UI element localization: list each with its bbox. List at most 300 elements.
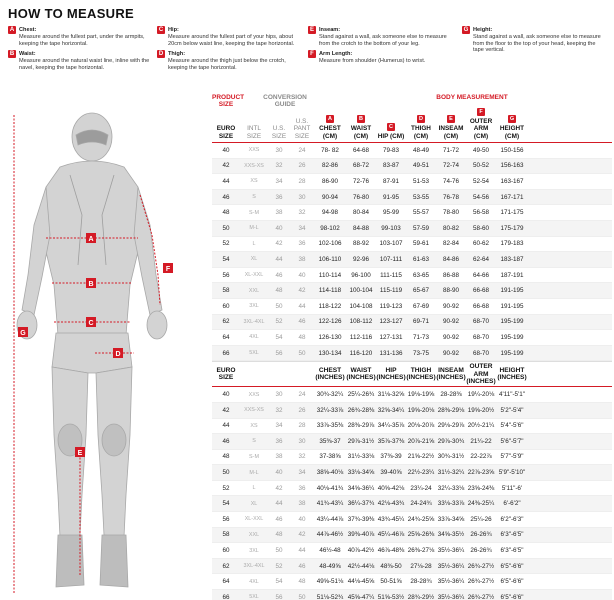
inch-row xyxy=(212,590,612,600)
inch-cell-intl: 3XL-4XL xyxy=(243,563,265,570)
cm-cell-arm: 58-60 xyxy=(472,224,490,232)
cm-cell-inseam: 78-80 xyxy=(442,209,460,217)
cm-cell-thigh: 73-75 xyxy=(412,349,430,357)
figure-label-g: G xyxy=(20,330,26,337)
inch-cell-us: 36 xyxy=(275,437,283,445)
inch-cell-hip: 51⅝-53½ xyxy=(377,593,405,600)
cm-cell-arm: 50-52 xyxy=(472,162,490,170)
inch-cell-us: 44 xyxy=(275,500,283,508)
inch-cell-inseam: 33⅛-33⅞ xyxy=(437,500,465,508)
product-size-header: PRODUCT SIZE xyxy=(212,94,245,108)
cm-cell-intl: XXS-XS xyxy=(244,162,264,169)
col-header-label: CHEST (CM) xyxy=(319,125,341,140)
inch-row xyxy=(212,450,612,466)
instruction-name: Arm Length: xyxy=(319,50,353,57)
col-header-label: INTL SIZE xyxy=(246,125,262,140)
inch-cell-arm: 23⅝-24⅜ xyxy=(467,484,495,492)
cm-cell-arm: 60-62 xyxy=(472,240,490,248)
inch-cell-euro: 44 xyxy=(222,422,230,430)
instruction-hip xyxy=(157,26,302,47)
inch-cell-pant: 40 xyxy=(298,515,306,523)
col-header-euro xyxy=(212,125,240,140)
inch-cell-chest: 41¾-43¼ xyxy=(316,500,344,508)
inch-cell-hip: 40⅝-42⅛ xyxy=(377,484,405,492)
cm-cell-height: 150-156 xyxy=(500,146,524,154)
cm-cell-euro: 58 xyxy=(222,287,230,295)
inch-cell-intl: S xyxy=(252,438,256,445)
cm-cell-us: 42 xyxy=(275,240,283,248)
inch-cell-hip: 39-40⅝ xyxy=(380,469,402,477)
cm-cell-intl: 5XL xyxy=(249,350,259,357)
cm-cell-waist: 108-112 xyxy=(349,318,373,326)
inch-cell-inseam: 35½-36¼ xyxy=(437,578,465,586)
inch-cell-intl: XL xyxy=(250,500,258,507)
figure-label-a: A xyxy=(88,236,94,243)
inch-cell-euro: 52 xyxy=(222,484,230,492)
cm-cell-intl: 4XL xyxy=(249,334,259,341)
inch-cell-waist: 42½-44⅛ xyxy=(347,562,375,570)
inch-cell-us: 48 xyxy=(275,531,283,539)
cm-cell-chest: 118-122 xyxy=(318,302,342,310)
col-header-label: WAIST (CM) xyxy=(350,125,372,140)
cm-cell-chest: 94-98 xyxy=(321,209,339,217)
cm-cell-chest: 122-126 xyxy=(318,318,342,326)
cm-cell-waist: 84-88 xyxy=(352,224,370,232)
inch-cell-inseam: 35½-36¼ xyxy=(437,593,465,600)
cm-cell-height: 171-175 xyxy=(500,209,524,217)
inch-cell-us: 46 xyxy=(275,515,283,523)
inch-cell-intl: 5XL xyxy=(249,594,259,600)
instruction-chest xyxy=(8,26,153,47)
letter-badge-d: D xyxy=(158,51,164,58)
inch-table-body xyxy=(212,387,612,600)
inch-cell-inseam: 29⅛-29⅞ xyxy=(437,422,465,430)
cm-cell-waist: 112-116 xyxy=(349,333,373,341)
inch-cell-hip: 35⅞-37⅜ xyxy=(377,437,405,445)
cm-cell-inseam: 82-84 xyxy=(442,240,460,248)
inch-cell-arm: 25¼-26 xyxy=(470,515,492,523)
instruction-name: Hip: xyxy=(168,26,179,33)
inch-cell-inseam: 29⅞-30¾ xyxy=(437,437,465,445)
inch-cell-thigh: 24-24¾ xyxy=(410,500,432,508)
cm-cell-waist: 92-96 xyxy=(352,255,370,263)
inch-column-headers xyxy=(212,361,612,387)
cm-cell-us: 34 xyxy=(275,177,283,185)
cm-cell-intl: 3XL xyxy=(249,303,259,310)
cm-cell-hip: 91-95 xyxy=(382,193,400,201)
cm-cell-euro: 50 xyxy=(222,224,230,232)
cm-cell-hip: 79-83 xyxy=(382,146,400,154)
inch-cell-intl: 3XL xyxy=(249,547,259,554)
cm-cell-hip: 95-99 xyxy=(382,209,400,217)
cm-cell-chest: 110-114 xyxy=(318,271,342,279)
inch-cell-thigh: 27⅛-28 xyxy=(410,562,432,570)
inch-cell-pant: 48 xyxy=(298,578,306,586)
inch-cell-chest: 35⅜-37 xyxy=(319,437,341,445)
inch-cell-waist: 29⅞-31½ xyxy=(347,437,375,445)
cm-cell-euro: 48 xyxy=(222,209,230,217)
cm-cell-us: 32 xyxy=(275,162,283,170)
cm-cell-thigh: 65-67 xyxy=(412,287,430,295)
cm-cell-intl: L xyxy=(252,240,256,247)
inch-cell-height: 5'4"-5'6" xyxy=(500,422,524,430)
cm-cell-thigh: 55-57 xyxy=(412,209,430,217)
inch-col-header-inseam: INSEAM (INCHES) xyxy=(436,366,466,382)
table-group-headers xyxy=(212,93,612,115)
inch-cell-hip: 45¼-46⅞ xyxy=(377,531,405,539)
cm-cell-intl: XL-XXL xyxy=(244,272,264,279)
cm-cell-height: 195-199 xyxy=(500,349,524,357)
inch-cell-pant: 26 xyxy=(298,406,306,414)
inch-cell-us: 42 xyxy=(275,484,283,492)
inch-cell-arm: 26-26¾ xyxy=(470,547,492,555)
inch-row xyxy=(212,481,612,497)
inch-cell-chest: 46½-48 xyxy=(319,547,341,555)
cm-cell-chest: 86-90 xyxy=(321,177,339,185)
cm-cell-thigh: 59-61 xyxy=(412,240,430,248)
cm-cell-pant: 50 xyxy=(298,349,306,357)
inch-cell-height: 6'5"-6'6" xyxy=(500,593,524,600)
inch-col-header-height: HEIGHT (INCHES) xyxy=(497,366,527,382)
cm-cell-inseam: 71-72 xyxy=(442,146,460,154)
cm-row xyxy=(212,315,612,331)
inch-cell-inseam: 35½-36¼ xyxy=(437,547,465,555)
inch-col-header-arm: OUTER ARM (INCHES) xyxy=(466,363,496,386)
cm-cell-intl: S xyxy=(252,194,256,201)
cm-cell-euro: 44 xyxy=(222,177,230,185)
inch-row xyxy=(212,465,612,481)
cm-cell-us: 52 xyxy=(275,318,283,326)
col-header-chest xyxy=(314,115,346,140)
inch-cell-waist: 34⅝-36¼ xyxy=(347,484,375,492)
inch-cell-us: 50 xyxy=(275,547,283,555)
cm-cell-intl: XS xyxy=(250,178,258,185)
instruction-name: Waist: xyxy=(19,50,36,57)
inch-cell-euro: 62 xyxy=(222,562,230,570)
inch-cell-waist: 39⅜-40⅞ xyxy=(347,531,375,539)
cm-cell-pant: 32 xyxy=(298,209,306,217)
col-header-thigh xyxy=(406,115,436,140)
inch-cell-height: 6'3"-6'5" xyxy=(500,531,524,539)
letter-badge-f: F xyxy=(308,50,316,58)
cm-cell-chest: 78- 82 xyxy=(321,146,339,154)
page-title: HOW TO MEASURE xyxy=(8,6,135,21)
inch-cell-intl: XXS-XS xyxy=(244,407,264,414)
body-measurement-header: BODY MEASUREMENT xyxy=(436,94,508,101)
cm-cell-thigh: 71-73 xyxy=(412,333,430,341)
inch-cell-chest: 49⅝-51⅛ xyxy=(316,578,344,586)
cm-cell-chest: 90-94 xyxy=(321,193,339,201)
cm-row xyxy=(212,346,612,362)
cm-cell-euro: 54 xyxy=(222,255,230,263)
cm-cell-waist: 76-80 xyxy=(352,193,370,201)
measure-letter-badge: A xyxy=(326,115,334,123)
cm-cell-intl: XL xyxy=(250,256,258,263)
cm-cell-chest: 82-86 xyxy=(321,162,339,170)
letter-badge-e: E xyxy=(309,27,314,33)
instructions-col-3 xyxy=(308,26,453,68)
inch-cell-intl: M-L xyxy=(249,469,259,476)
cm-cell-intl: M-L xyxy=(249,225,259,232)
col-header-label: HIP (CM) xyxy=(377,132,405,140)
inch-cell-chest: 37-38⅝ xyxy=(319,453,341,461)
inch-cell-height: 5'2"-5'4" xyxy=(500,406,524,414)
inch-row xyxy=(212,403,612,419)
instruction-height xyxy=(462,26,607,54)
inch-cell-thigh: 25⅝-26⅜ xyxy=(407,531,435,539)
inch-cell-hip: 34¼-35⅞ xyxy=(377,422,405,430)
cm-cell-us: 30 xyxy=(275,146,283,154)
cm-cell-arm: 54-56 xyxy=(472,193,490,201)
inch-row xyxy=(212,528,612,544)
instructions-col-1 xyxy=(8,26,153,74)
cm-cell-waist: 96-100 xyxy=(351,271,371,279)
cm-cell-pant: 46 xyxy=(298,318,306,326)
inch-cell-waist: 31½-33⅛ xyxy=(347,453,375,461)
inch-cell-pant: 50 xyxy=(298,593,306,600)
cm-cell-chest: 98-102 xyxy=(320,224,340,232)
cm-cell-pant: 38 xyxy=(298,255,306,263)
inch-row xyxy=(212,543,612,559)
cm-cell-inseam: 76-78 xyxy=(442,193,460,201)
instruction-text: Measure around the thigh just below the crotch, keeping the tape horizontal. xyxy=(168,58,286,71)
inch-col-header-hip: HIP (INCHES) xyxy=(376,366,406,382)
cm-cell-pant: 42 xyxy=(298,287,306,295)
inch-cell-arm: 24⅜-25¼ xyxy=(467,500,495,508)
cm-cell-waist: 88-92 xyxy=(352,240,370,248)
inch-cell-height: 4'11"-5'1" xyxy=(498,391,525,399)
col-header-label: INSEAM (CM) xyxy=(438,125,464,140)
inch-cell-arm: 26¾-27½ xyxy=(467,593,495,600)
cm-row xyxy=(212,143,612,159)
inch-cell-thigh: 19⅝-20⅛ xyxy=(407,406,435,414)
cm-cell-us: 38 xyxy=(275,209,283,217)
cm-row xyxy=(212,330,612,346)
inch-cell-intl: 4XL xyxy=(249,578,259,585)
cm-cell-height: 191-195 xyxy=(500,302,524,310)
cm-cell-thigh: 57-59 xyxy=(412,224,430,232)
cm-cell-pant: 24 xyxy=(298,146,306,154)
col-header-label: U.S. PANT SIZE xyxy=(293,117,311,140)
cm-cell-hip: 115-119 xyxy=(379,287,403,295)
measure-letter-badge: C xyxy=(387,123,395,131)
cm-cell-euro: 46 xyxy=(222,193,230,201)
inch-cell-hip: 31⅛-32⅝ xyxy=(377,391,405,399)
cm-cell-height: 195-199 xyxy=(500,318,524,326)
cm-cell-inseam: 74-76 xyxy=(442,177,460,185)
inch-cell-intl: XXS xyxy=(248,391,260,398)
inch-cell-height: 6'2"-6'3" xyxy=(500,515,524,523)
measure-letter-badge: E xyxy=(447,115,455,123)
cm-cell-waist: 68-72 xyxy=(352,162,370,170)
inch-cell-pant: 46 xyxy=(298,562,306,570)
instructions-col-2 xyxy=(157,26,302,74)
inch-cell-intl: XS xyxy=(250,422,258,429)
cm-cell-thigh: 48-49 xyxy=(412,146,430,154)
cm-cell-height: 175-179 xyxy=(500,224,524,232)
cm-row xyxy=(212,174,612,190)
instruction-waist xyxy=(8,50,153,71)
inch-cell-arm: 22⅞-23⅝ xyxy=(467,469,495,477)
inch-cell-pant: 38 xyxy=(298,500,306,508)
col-header-pant xyxy=(290,118,314,141)
cm-cell-pant: 28 xyxy=(298,177,306,185)
inch-cell-pant: 44 xyxy=(298,547,306,555)
inch-cell-euro: 64 xyxy=(222,578,230,586)
inch-cell-arm: 26¾-27½ xyxy=(467,562,495,570)
inch-cell-inseam: 31½-32¼ xyxy=(437,469,465,477)
inch-cell-inseam: 33⅞-34⅝ xyxy=(437,515,465,523)
cm-cell-pant: 34 xyxy=(298,224,306,232)
inch-cell-height: 6'5"-6'6" xyxy=(500,562,524,570)
inch-cell-arm: 20½-21¼ xyxy=(467,422,495,430)
cm-cell-us: 56 xyxy=(275,349,283,357)
inch-cell-pant: 28 xyxy=(298,422,306,430)
cm-cell-pant: 48 xyxy=(298,333,306,341)
inch-cell-thigh: 19⅛-19⅝ xyxy=(407,391,435,399)
rider-figure xyxy=(0,105,200,600)
measure-letter-badge: B xyxy=(357,115,365,123)
inch-cell-thigh: 24¾-25⅝ xyxy=(407,515,435,523)
cm-cell-intl: S-M xyxy=(249,209,259,216)
cm-column-headers xyxy=(212,108,612,143)
inch-cell-chest: 33⅞-35⅜ xyxy=(316,422,344,430)
inch-cell-intl: XL-XXL xyxy=(244,516,264,523)
inch-cell-inseam: 28-28⅜ xyxy=(440,391,462,399)
inch-row xyxy=(212,512,612,528)
instruction-text: Measure around the fullest part of your hips, about 20cm below waist line, keeping the tape horizontal. xyxy=(168,34,295,47)
cm-cell-arm: 68-70 xyxy=(472,333,490,341)
inch-cell-hip: 50-51⅝ xyxy=(380,578,402,586)
inch-cell-waist: 28⅜-29⅞ xyxy=(347,422,375,430)
col-header-label: OUTER ARM (CM) xyxy=(469,117,493,140)
inch-cell-us: 34 xyxy=(275,422,283,430)
cm-cell-thigh: 53-55 xyxy=(412,193,430,201)
cm-cell-arm: 62-64 xyxy=(472,255,490,263)
cm-cell-pant: 26 xyxy=(298,162,306,170)
cm-table-body xyxy=(212,143,612,361)
cm-cell-height: 191-195 xyxy=(500,287,524,295)
cm-cell-euro: 56 xyxy=(222,271,230,279)
inch-cell-hip: 48⅜-50 xyxy=(380,562,402,570)
cm-cell-euro: 66 xyxy=(222,349,230,357)
cm-row xyxy=(212,190,612,206)
instruction-name: Chest: xyxy=(19,26,37,33)
cm-cell-us: 50 xyxy=(275,302,283,310)
col-header-label: HEIGHT (CM) xyxy=(499,125,525,140)
inch-cell-euro: 56 xyxy=(222,515,230,523)
inch-cell-hip: 32⅝-34¼ xyxy=(377,406,405,414)
cm-cell-us: 36 xyxy=(275,193,283,201)
letter-badge-b: B xyxy=(9,51,15,58)
cm-cell-chest: 114-118 xyxy=(318,287,342,295)
cm-cell-inseam: 90-92 xyxy=(442,302,460,310)
col-header-waist xyxy=(346,115,376,140)
inch-cell-thigh: 22½-23¼ xyxy=(407,469,435,477)
cm-cell-pant: 30 xyxy=(298,193,306,201)
cm-cell-arm: 66-68 xyxy=(472,287,490,295)
col-header-label: EURO SIZE xyxy=(216,125,236,140)
measure-letter-badge: G xyxy=(509,116,515,122)
cm-cell-arm: 49-50 xyxy=(472,146,490,154)
rider-figure-icon xyxy=(0,105,200,600)
cm-cell-height: 167-171 xyxy=(500,193,524,201)
inch-cell-inseam: 32¼-33⅛ xyxy=(437,484,465,492)
letter-badge-a: A xyxy=(9,27,15,33)
inch-row xyxy=(212,419,612,435)
inch-cell-hip: 37⅜-39 xyxy=(380,453,402,461)
inch-cell-euro: 50 xyxy=(222,469,230,477)
inch-cell-us: 32 xyxy=(275,406,283,414)
cm-row xyxy=(212,237,612,253)
conversion-guide-header: CONVERSION GUIDE xyxy=(263,94,307,108)
cm-cell-thigh: 61-63 xyxy=(412,255,430,263)
inch-row xyxy=(212,574,612,590)
cm-row xyxy=(212,159,612,175)
inch-cell-height: 5'11"-6' xyxy=(501,484,523,492)
col-header-label: THIGH (CM) xyxy=(411,125,431,140)
inch-cell-euro: 60 xyxy=(222,547,230,555)
col-header-arm xyxy=(466,108,496,141)
cm-cell-us: 48 xyxy=(275,287,283,295)
inch-cell-euro: 42 xyxy=(222,406,230,414)
inch-cell-waist: 25¼-26¾ xyxy=(347,391,375,399)
cm-cell-us: 40 xyxy=(275,224,283,232)
cm-cell-hip: 99-103 xyxy=(381,224,401,232)
cm-cell-thigh: 67-69 xyxy=(412,302,430,310)
cm-cell-arm: 52-54 xyxy=(472,177,490,185)
cm-cell-thigh: 49-51 xyxy=(412,162,430,170)
cm-cell-waist: 100-104 xyxy=(349,287,373,295)
inch-row xyxy=(212,387,612,403)
inch-cell-height: 5'9"-5'10" xyxy=(498,469,526,477)
inch-cell-height: 6'5"-6'6" xyxy=(500,578,524,586)
inch-cell-waist: 37¾-39⅜ xyxy=(347,515,375,523)
inch-cell-pant: 42 xyxy=(298,531,306,539)
inch-cell-euro: 66 xyxy=(222,593,230,600)
instruction-text: Measure from shoulder (Humerus) to wrist. xyxy=(319,58,426,65)
cm-cell-inseam: 90-92 xyxy=(442,333,460,341)
inch-cell-euro: 40 xyxy=(222,391,230,399)
cm-cell-inseam: 86-88 xyxy=(442,271,460,279)
inch-cell-height: 5'7"-5'9" xyxy=(500,453,524,461)
inch-cell-height: 6'-6'2" xyxy=(503,500,521,508)
cm-cell-waist: 72-76 xyxy=(352,177,370,185)
instruction-inseam xyxy=(308,26,453,47)
cm-cell-thigh: 69-71 xyxy=(412,318,430,326)
inch-cell-thigh: 20⅛-20⅞ xyxy=(407,422,435,430)
cm-cell-height: 179-183 xyxy=(500,240,524,248)
inch-col-header-waist: WAIST (INCHES) xyxy=(346,366,376,382)
cm-cell-hip: 83-87 xyxy=(382,162,400,170)
cm-cell-arm: 64-66 xyxy=(472,271,490,279)
cm-cell-thigh: 63-65 xyxy=(412,271,430,279)
cm-cell-us: 54 xyxy=(275,333,283,341)
cm-cell-euro: 42 xyxy=(222,162,230,170)
inch-cell-chest: 32¼-33⅞ xyxy=(316,406,344,414)
figure-label-b: B xyxy=(88,281,94,288)
figure-label-d: D xyxy=(115,351,121,358)
inch-cell-height: 6'3"-6'5" xyxy=(500,547,524,555)
cm-cell-euro: 40 xyxy=(222,146,230,154)
inch-cell-pant: 24 xyxy=(298,391,306,399)
col-header-height xyxy=(496,115,528,140)
inch-cell-inseam: 35½-36¼ xyxy=(437,562,465,570)
inch-cell-euro: 54 xyxy=(222,500,230,508)
cm-cell-chest: 126-130 xyxy=(318,333,342,341)
inch-cell-intl: S-M xyxy=(249,453,259,460)
cm-cell-pant: 40 xyxy=(298,271,306,279)
